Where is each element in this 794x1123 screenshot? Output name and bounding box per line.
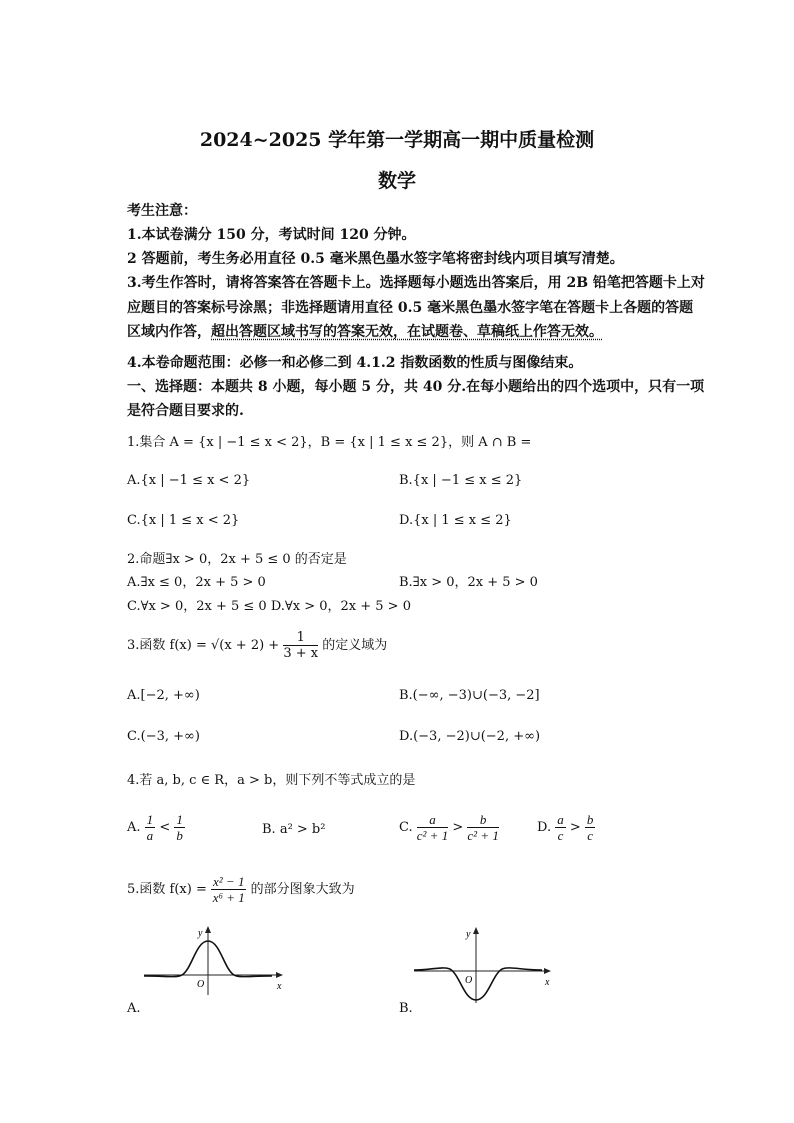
graph-b-y-label: y <box>466 929 471 940</box>
fraction-numerator: 1 <box>146 812 154 827</box>
question-1-stem: 1.集合 A = {x | −1 ≤ x < 2}，B = {x | 1 ≤ x ≤ 2}，则 A ∩ B = <box>127 435 532 450</box>
graph-a-origin-label: x <box>277 981 282 992</box>
fraction-denominator: b <box>176 828 183 843</box>
question-4-option-a-right-fraction <box>174 812 185 843</box>
fraction-denominator: c <box>557 828 564 843</box>
question-5-graph-b <box>410 925 560 1005</box>
question-4-option-c-left-fraction <box>417 812 448 843</box>
fraction-numerator: b <box>586 812 594 827</box>
question-4-option-d-right-fraction <box>585 812 596 843</box>
notice-line-4: 4.本卷命题范围：必修一和必修二到 4.1.2 指数函数的性质与图像结束。 <box>127 355 583 371</box>
question-4-stem: 4.若 a, b, c ∈ R，a > b，则下列不等式成立的是 <box>127 773 416 788</box>
graph-b-x-label: x <box>545 977 550 988</box>
notice-line-3c-plain: 区域内作答， <box>127 324 211 340</box>
question-3-fraction-numerator: 1 <box>283 630 318 646</box>
notice-line-2: 2 答题前，考生务必用直径 0.5 毫米黑色墨水签字笔将密封线内项目填写清楚。 <box>127 251 624 267</box>
question-5-option-b-label: B. <box>399 1001 413 1016</box>
question-3-fraction-denominator: 3 + x <box>283 646 319 661</box>
graph-b-origin-label: O <box>465 975 473 986</box>
question-4-option-a-label: A. <box>127 820 141 835</box>
question-5-option-a-label: A. <box>127 1001 141 1016</box>
section-heading-line-1: 一、选择题：本题共 8 小题，每小题 5 分，共 40 分.在每小题给出的四个选项中，只有一项 <box>127 379 705 395</box>
question-3-stem-prefix: 3.函数 f(x) = √(x + 2) + <box>127 638 280 653</box>
question-2-stem: 2.命题∃x > 0，2x + 5 ≤ 0 的否定是 <box>127 552 347 567</box>
question-4-option-d-label: D. <box>537 820 552 835</box>
question-4-option-c <box>399 812 499 843</box>
question-4-option-c-operator: > <box>452 820 464 835</box>
question-1-option-c: C.{x | 1 ≤ x < 2} <box>127 513 240 528</box>
fraction-denominator: c² + 1 <box>416 828 449 843</box>
question-5-stem <box>127 874 355 905</box>
fraction-numerator: a <box>417 812 448 828</box>
notice-heading: 考生注意： <box>127 203 197 219</box>
exam-subject: 数学 <box>377 170 416 192</box>
notice-line-3c <box>127 321 603 341</box>
question-5-fraction-numerator: x² − 1 <box>213 874 245 889</box>
question-1-option-b: B.{x | −1 ≤ x ≤ 2} <box>399 473 523 488</box>
question-1-option-d: D.{x | 1 ≤ x ≤ 2} <box>399 513 512 528</box>
notice-line-3a: 3.考生作答时，请将答案答在答题卡上。选择题每小题选出答案后，用 2B 铅笔把答题卡上对 <box>127 275 705 291</box>
notice-line-1: 1.本试卷满分 150 分，考试时间 120 分钟。 <box>127 227 416 243</box>
question-5-stem-prefix: 5.函数 f(x) = <box>127 882 207 897</box>
question-2-option-cd: C.∀x > 0，2x + 5 ≤ 0 D.∀x > 0，2x + 5 > 0 <box>127 599 411 614</box>
question-5-graph-a <box>140 925 290 997</box>
question-4-option-d-operator: > <box>569 820 581 835</box>
question-5-fraction <box>211 874 246 905</box>
fraction-numerator: a <box>557 812 564 827</box>
question-1-option-a: A.{x | −1 ≤ x < 2} <box>127 473 251 488</box>
question-3-stem-suffix: 的定义域为 <box>322 638 388 653</box>
question-4-option-a-operator: < <box>159 820 171 835</box>
question-3-option-b: B.(−∞, −3)∪(−3, −2] <box>399 688 540 703</box>
graph-a-y-arrow-icon <box>205 926 211 933</box>
question-4-option-c-right-fraction <box>467 812 498 843</box>
graph-a-x-arrow-icon <box>276 972 283 978</box>
question-4-option-c-label: C. <box>399 820 413 835</box>
question-3-fraction <box>283 630 318 661</box>
graph-a-x-label: O <box>197 979 205 990</box>
question-2-option-b: B.∃x > 0，2x + 5 > 0 <box>399 575 538 590</box>
fraction-numerator: b <box>467 812 498 828</box>
fraction-numerator: 1 <box>176 812 183 827</box>
question-4-option-a-left-fraction <box>145 812 156 843</box>
section-heading-line-2: 是符合题目要求的. <box>127 403 244 419</box>
fraction-denominator: a <box>146 828 154 843</box>
question-4-option-a <box>127 812 185 843</box>
fraction-denominator: c <box>587 828 594 843</box>
question-3-option-a: A.[−2, +∞) <box>127 688 200 703</box>
graph-b-y-arrow-icon <box>473 927 479 934</box>
graph-b-curve <box>414 968 542 1000</box>
question-3-stem <box>127 630 387 661</box>
question-2-option-a: A.∃x ≤ 0，2x + 5 > 0 <box>127 575 266 590</box>
question-4-option-d <box>537 812 595 843</box>
question-3-option-d: D.(−3, −2)∪(−2, +∞) <box>399 729 541 744</box>
graph-b-x-arrow-icon <box>544 968 551 974</box>
question-4-option-b: B. a² > b² <box>262 822 326 837</box>
exam-title: 2024~2025 学年第一学期高一期中质量检测 <box>199 129 595 151</box>
notice-line-3b: 应题目的答案标号涂黑；非选择题请用直径 0.5 毫米黑色墨水签字笔在答题卡上各题的答题 <box>127 300 694 316</box>
notice-line-3c-dotted: 超出答题区域书写的答案无效，在试题卷、草稿纸上作答无效。 <box>211 324 603 340</box>
question-5-fraction-denominator: x⁶ + 1 <box>212 890 245 905</box>
question-5-stem-suffix: 的部分图象大致为 <box>250 882 355 897</box>
graph-a-y-label: y <box>198 928 203 939</box>
question-4-option-d-left-fraction <box>555 812 566 843</box>
fraction-denominator: c² + 1 <box>467 828 499 843</box>
question-3-option-c: C.(−3, +∞) <box>127 729 200 744</box>
